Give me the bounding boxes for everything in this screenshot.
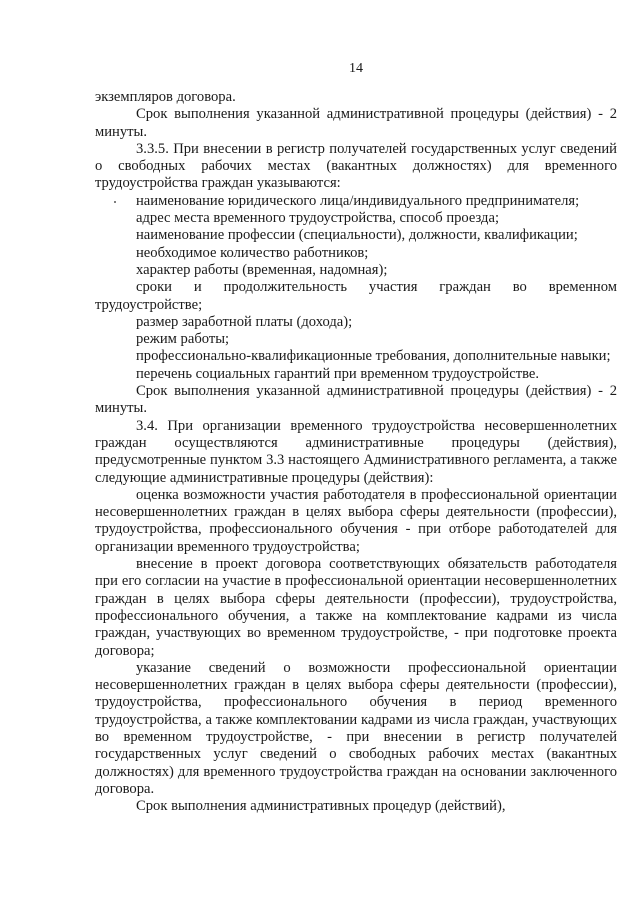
paragraph-deadline-2: Срок выполнения указанной административной процедуры (действия) - 2 минуты. — [95, 383, 617, 417]
paragraph-3-3-5: 3.3.5. При внесении в регистр получателей государственных услуг сведений о свободных рабочих местах (вакантных должностях) для временного трудоустройства граждан указываются: — [95, 140, 617, 192]
list-item-salary: размер заработной платы (дохода); — [136, 313, 353, 330]
paragraph-deadline-1: Срок выполнения указанной административной процедуры (действия) - 2 минуты. — [95, 106, 617, 140]
paragraph-register-info: указание сведений о возможности профессиональной ориентации несовершеннолетних граждан в целях выбора сферы деятельности (профессии), трудоустройства, профессионального обучения в период временного трудоустройства, а также комплектовании кадрами из числа граждан, участвующих во временном трудоустройстве, - при внесении в регистр получателей государственных услуг сведений о свободных рабочих местах (вакантных должностях) для временного трудоустройства граждан на основании заключенного договора. — [95, 659, 617, 797]
page-number: 14 — [349, 61, 363, 76]
list-item-guarantees: перечень социальных гарантий при временном трудоустройстве. — [136, 365, 540, 382]
paragraph-evaluation: оценка возможности участия работодателя в профессиональной ориентации несовершеннолетних граждан в целях выбора сферы деятельности (профессии), трудоустройства, профессионального обучения - при отборе работодателей для организации временного трудоустройства; — [95, 486, 617, 555]
list-item-employer-name: наименование юридического лица/индивидуального предпринимателя; — [136, 192, 580, 209]
list-item-address: адрес места временного трудоустройства, способ проезда; — [136, 210, 500, 227]
list-item-worker-count: необходимое количество работников; — [136, 244, 369, 261]
list-item-schedule: режим работы; — [136, 331, 230, 348]
document-body — [95, 89, 617, 815]
paragraph-continuation: экземпляров договора. — [95, 89, 236, 105]
list-item-requirements: профессионально-квалификационные требования, дополнительные навыки; — [136, 348, 611, 365]
scan-artifact — [114, 201, 116, 203]
paragraph-contract-obligations: внесение в проект договора соответствующих обязательств работодателя при его согласии на участие в профессиональной ориентации несовершеннолетних граждан в целях выбора сферы деятельности (профессии), трудоустройства, профессионального обучения, а также на комплектование кадрами из числа граждан, участвующих во временном трудоустройстве, - при подготовке проекта договора; — [95, 556, 617, 659]
paragraph-3-4: 3.4. При организации временного трудоустройства несовершеннолетних граждан осуществляются административные процедуры (действия), предусмотренные пунктом 3.3 настоящего Административного регламента, а также следующие административные процедуры (действия): — [95, 417, 617, 486]
list-item-duration: сроки и продолжительность участия граждан во временном трудоустройстве; — [95, 279, 617, 313]
list-item-profession: наименование профессии (специальности), должности, квалификации; — [136, 227, 578, 244]
paragraph-deadline-3: Срок выполнения административных процедур (действий), — [136, 798, 506, 815]
list-item-work-nature: характер работы (временная, надомная); — [136, 261, 388, 278]
